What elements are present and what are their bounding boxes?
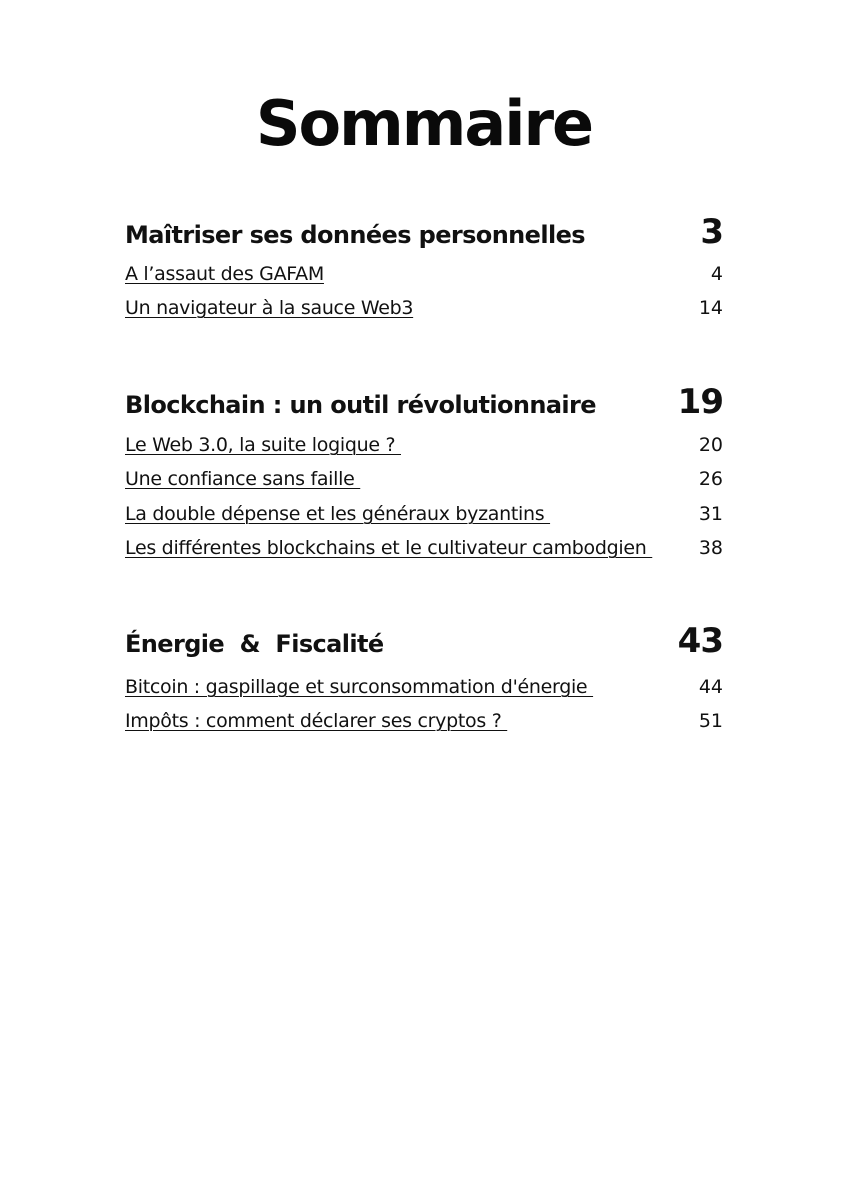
toc-entry <box>125 537 723 559</box>
toc-entry-page: 20 <box>698 434 723 456</box>
toc-entry <box>125 263 723 285</box>
section-page-number: 19 <box>677 382 723 422</box>
section-title: Blockchain : un outil révolutionnaire <box>125 391 596 419</box>
toc-entry <box>125 676 723 698</box>
toc-entry-page: 51 <box>698 710 723 732</box>
table-of-contents <box>125 0 723 1200</box>
toc-entry-page: 4 <box>710 263 723 285</box>
toc-entry-link[interactable]: Un navigateur à la sauce Web3 <box>125 297 414 319</box>
section-page-number: 43 <box>677 621 723 661</box>
page-title: Sommaire <box>255 87 593 160</box>
toc-entry-link[interactable]: Une confiance sans faille <box>125 468 361 490</box>
section-heading-row <box>125 212 723 252</box>
toc-entry-link[interactable]: Bitcoin : gaspillage et surconsommation d'énergie <box>125 676 594 698</box>
toc-entry <box>125 503 723 525</box>
toc-entry-link[interactable]: Impôts : comment déclarer ses cryptos ? <box>125 710 508 732</box>
section-title: Maîtriser ses données personnelles <box>125 221 585 249</box>
section-heading-row <box>125 621 723 661</box>
toc-entry-link[interactable]: Le Web 3.0, la suite logique ? <box>125 434 401 456</box>
section-page-number: 3 <box>700 212 723 252</box>
section-heading-row <box>125 382 723 422</box>
toc-entry-link[interactable]: A l’assaut des GAFAM <box>125 263 324 285</box>
toc-entry-link[interactable]: La double dépense et les généraux byzantins <box>125 503 551 525</box>
toc-entry <box>125 434 723 456</box>
toc-entry <box>125 297 723 319</box>
toc-entry <box>125 468 723 490</box>
toc-entry-page: 31 <box>698 503 723 525</box>
toc-entry <box>125 710 723 732</box>
toc-entry-link[interactable]: Les différentes blockchains et le cultivateur cambodgien <box>125 537 653 559</box>
toc-entry-page: 26 <box>698 468 723 490</box>
toc-entry-page: 14 <box>698 297 723 319</box>
toc-entry-page: 38 <box>698 537 723 559</box>
section-title: Énergie & Fiscalité <box>125 630 384 658</box>
toc-entry-page: 44 <box>698 676 723 698</box>
